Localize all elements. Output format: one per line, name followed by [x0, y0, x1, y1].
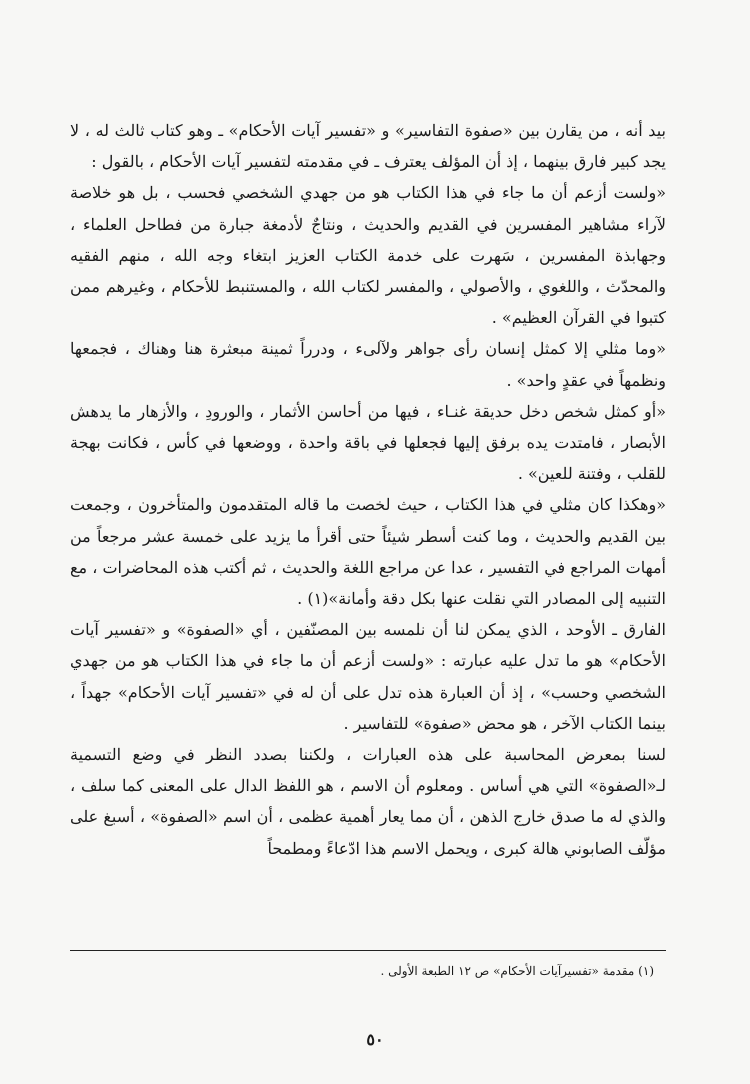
paragraph-4: «أو كمثل شخص دخل حديقة غنـاء ، فيها من أحاسن الأثمار ، والورودِ ، والأزهار ما يدهش الأبصار ، فامتدت يده برفق إليها فجعلها في باقة واحدة ، ووضعها في كأس ، فكانت بهجة للقلب ، وفتنة للعين» .: [70, 401, 666, 484]
paragraph-3: «وما مثلي إلا كمثل إنسان رأى جواهر ولآلىء ، ودرراً ثمينة مبعثرة هنا وهناك ، فجمعها ونظمهاً في عقدٍ واحد» .: [70, 339, 666, 390]
paragraph-7: لسنا بمعرض المحاسبة على هذه العبارات ، ولكننا بصدد النظر في وضع التسمية لـ«الصفوة» التي هي أساس . ومعلوم أن الاسم ، هو اللفظ الدال على المعنى كما سلف ، والذي له ما صدق خارج الذهن ، أن مما يعار أهمية عظمى ، أن اسم «الصفوة» ، أسبغ على مؤلّف الصابوني هالة كبرى ، ويحمل الاسم هذا ادّعاءً ومطمحاً: [70, 745, 666, 858]
main-text: [70, 115, 666, 864]
footnote: (١) مقدمة «تفسيرآيات الأحكام» ص ١٢ الطبعة الأولى .: [380, 964, 654, 978]
page-number: ٥٠: [366, 1030, 384, 1049]
paragraph-2: «ولست أزعم أن ما جاء في هذا الكتاب هو من جهدي الشخصي فحسب ، بل هو خلاصة لآراء مشاهير المفسرين في القديم والحديث ، ونتاجٌ لأدمغة جبارة من فطاحل العلماء ، وجهابذة المفسرين ، سَهرت على خدمة الكتاب العزيز ابتغاء وجه الله ، منهم الفقيه والمحدّث ، واللغوي ، والأصولي ، والمفسر لكتاب الله ، والمستنبط للأحكام ، وغيرهم ممن كتبوا في القرآن العظيم» .: [70, 183, 666, 328]
paragraph-5: «وهكذا كان مثلي في هذا الكتاب ، حيث لخصت ما قاله المتقدمون والمتأخرون ، وجمعت بين القديم والحديث ، وما كنت أسطر شيئاً حتى أقرأ ما يزيد على خمسة عشر مرجعاً من أمهات المراجع في التفسير ، عدا عن مراجع اللغة والحديث ، ثم أكتب هذه المحاضرات ، مع التنبيه إلى المصادر التي نقلت عنها بكل دقة وأمانة»(١) .: [70, 495, 667, 609]
footnote-divider: [70, 950, 666, 951]
paragraph-1: بيد أنه ، من يقارن بين «صفوة التفاسير» و «تفسير آيات الأحكام» ـ وهو كتاب ثالث له ، لا يجد كبير فارق بينهما ، إذ أن المؤلف يعترف ـ في مقدمته لتفسير آيات الأحكام ، بالقول :: [70, 121, 666, 172]
paragraph-6: الفارق ـ الأوحد ، الذي يمكن لنا أن نلمسه بين المصنّفين ، أي «الصفوة» و «تفسير آيات الأحكام» هو ما تدل عليه عبارته : «ولست أزعم أن ما جاء في هذا الكتاب هو من جهدي الشخصي وحسب» ، إذ أن العبارة هذه تدل على أن له في «تفسير آيات الأحكام» جهداً ، بينما الكتاب الآخر ، هو محض «صفوة» للتفاسير .: [70, 620, 666, 733]
